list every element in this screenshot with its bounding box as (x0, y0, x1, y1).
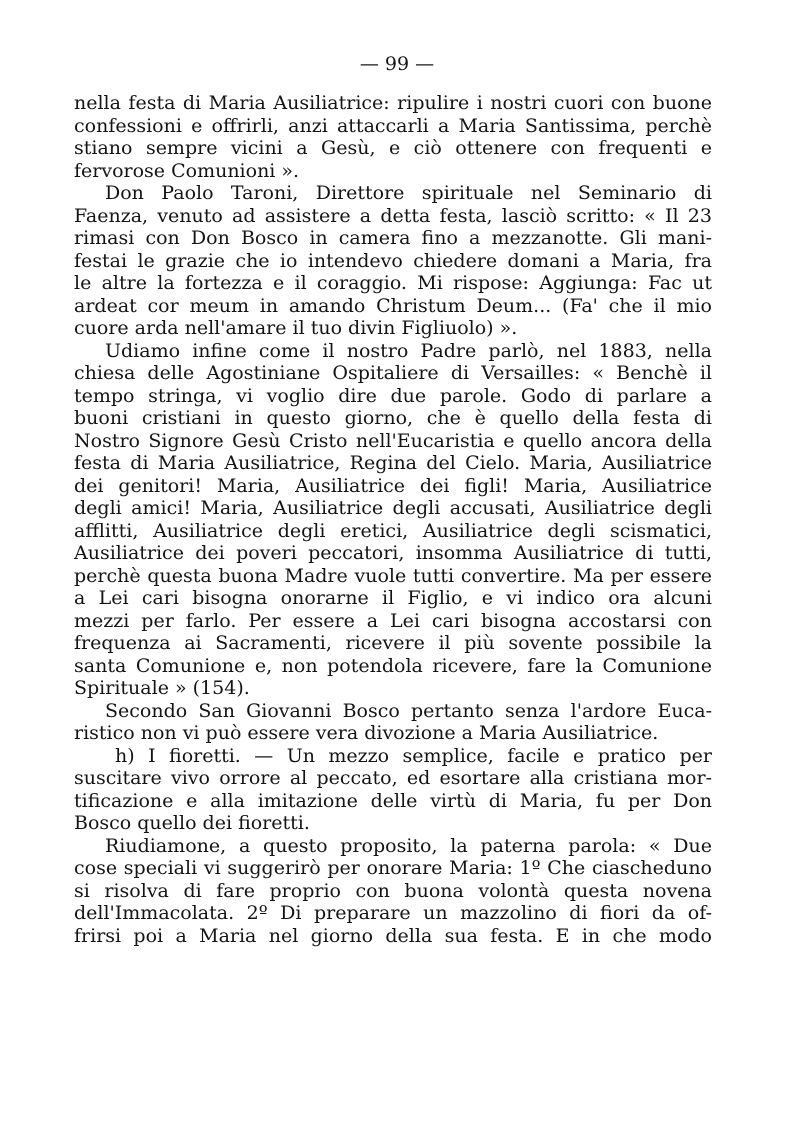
text-line: Don Paolo Taroni, Direttore spirituale nel Seminario di (105, 182, 712, 204)
text-line: tempo stringa, vi voglio dire due parole. Godo di parlare a (74, 384, 712, 407)
text-line: dei genitori! Maria, Ausiliatrice dei figli! Maria, Ausiliatrice (74, 474, 712, 497)
text-line: suscitare vivo orrore al peccato, ed esortare alla cristiana mor- (74, 767, 712, 789)
paragraph (74, 745, 712, 835)
text-line: fervorose Comunioni ». (74, 159, 300, 182)
text-line: frequenza ai Sacramenti, ricevere il più sovente possibile la (74, 632, 712, 654)
text-line: Udiamo infine come il nostro Padre parlò, nel 1883, nella (105, 339, 712, 362)
text-line: perchè questa buona Madre vuole tutti convertire. Ma per essere (74, 564, 712, 587)
paragraph (74, 92, 712, 182)
text-line: stiano sempre vicini a Gesù, e ciò ottenere con frequenti e (74, 137, 712, 159)
text-line: chiesa delle Agostiniane Ospitaliere di Versailles: « Benchè il (74, 362, 712, 384)
text-line: buoni cristiani in questo giorno, che è quello della festa di (74, 407, 712, 429)
text-line: mezzi per farlo. Per essere a Lei cari bisogna accostarsi con (74, 609, 712, 632)
text-line: Faenza, venuto ad assistere a detta festa, lasciò scritto: « Il 23 (74, 204, 712, 227)
text-line: Ausiliatrice dei poveri peccatori, insomma Ausiliatrice di tutti, (74, 542, 712, 564)
paragraph (74, 182, 712, 340)
section-heading-line: h) I fioretti. — Un mezzo semplice, facile e pratico per (115, 744, 712, 767)
text-line: cuore arda nell'amare il tuo divin Figliuolo) ». (74, 317, 518, 339)
text-line: Spirituale » (154). (74, 677, 250, 699)
text-line: rimasi con Don Bosco in camera fino a mezzanotte. Gli mani- (74, 227, 712, 249)
book-page (74, 52, 712, 947)
text-line: a Lei cari bisogna onorarne il Figlio, e vi indico ora alcuni (74, 587, 712, 609)
text-line: santa Comunione e, non potendola ricevere, fare la Comunione (74, 654, 712, 677)
text-line: frirsi poi a Maria nel giorno della sua festa. E in che modo (74, 924, 712, 947)
text-line: dell'Immacolata. 2º Di preparare un mazzolino di fiori da of- (74, 902, 712, 924)
text-line: confessioni e offrirli, anzi attaccarli a Maria Santissima, perchè (74, 114, 712, 137)
text-line: ristico non vi può essere vera divozione a Maria Ausiliatrice. (74, 722, 659, 744)
text-line: le altre la fortezza e il coraggio. Mi rispose: Aggiunga: Fac ut (74, 272, 712, 294)
paragraph (74, 340, 712, 700)
text-line: Secondo San Giovanni Bosco pertanto senza l'ardore Euca- (105, 699, 712, 722)
text-line: festa di Maria Ausiliatrice, Regina del Cielo. Maria, Ausiliatrice (74, 452, 712, 474)
paragraph (74, 835, 712, 948)
paragraph (74, 700, 712, 745)
text-line: si risolva di fare proprio con buona volontà questa novena (74, 879, 712, 902)
text-line: nella festa di Maria Ausiliatrice: ripulire i nostri cuori con buone (74, 92, 712, 114)
text-line: tificazione e alla imitazione delle virtù di Maria, fu per Don (74, 789, 712, 812)
text-line: degli amici! Maria, Ausiliatrice degli accusati, Ausiliatrice degli (74, 497, 712, 519)
text-line: cose speciali vi suggerirò per onorare Maria: 1º Che ciascheduno (74, 857, 712, 879)
text-line: Riudiamone, a questo proposito, la paterna parola: « Due (105, 834, 712, 857)
page-number: — 99 — (359, 53, 435, 75)
text-line: afflitti, Ausiliatrice degli eretici, Ausiliatrice degli scismatici, (74, 519, 712, 542)
text-line: Nostro Signore Gesù Cristo nell'Eucaristia e quello ancora della (74, 429, 712, 452)
text-line: festai le grazie che io intendevo chiedere domani a Maria, fra (74, 249, 712, 272)
text-line: Bosco quello dei fioretti. (74, 812, 310, 834)
text-line: ardeat cor meum in amando Christum Deum... (Fa' che il mio (74, 294, 712, 317)
